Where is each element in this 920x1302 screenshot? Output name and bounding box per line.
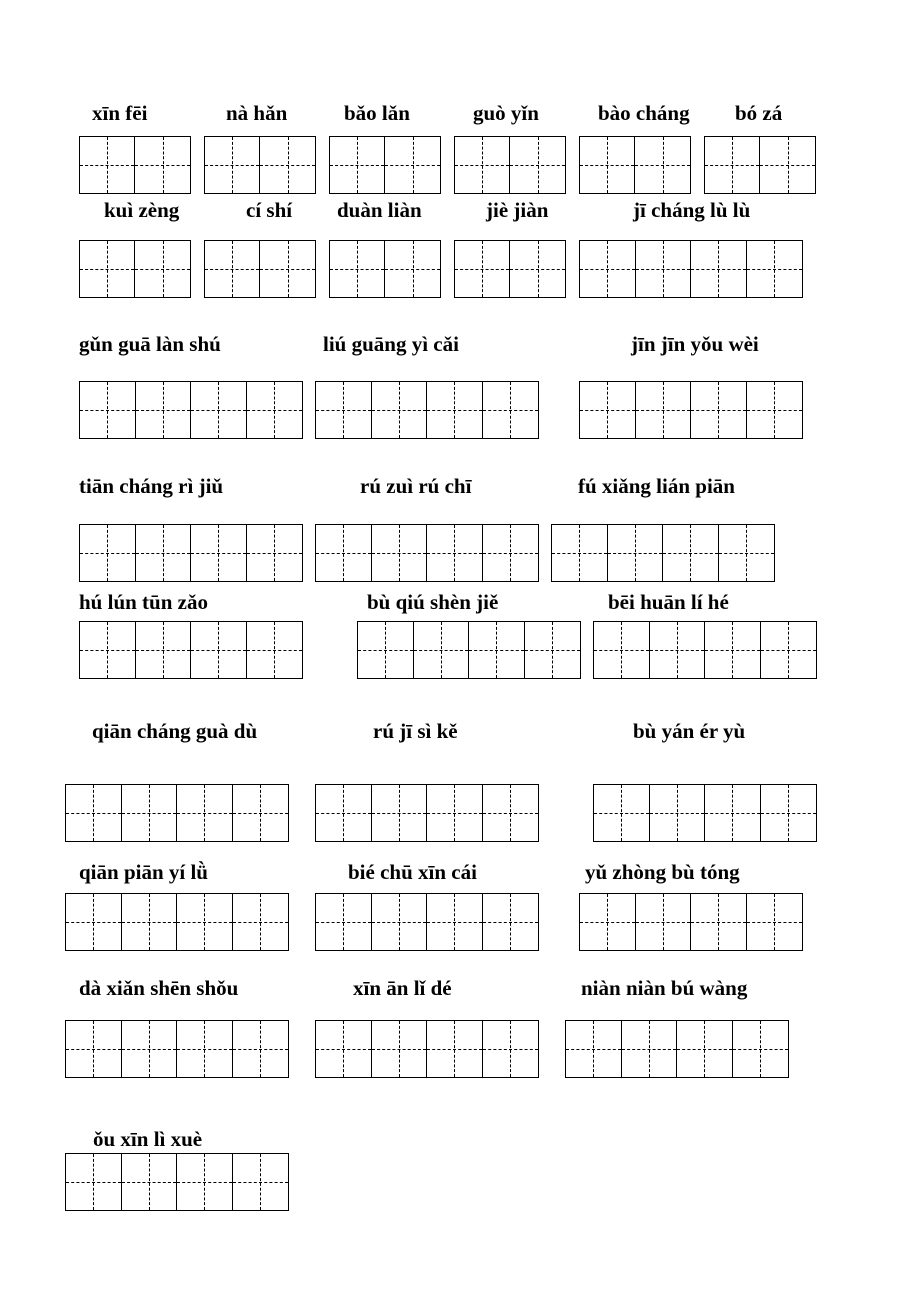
pinyin-label: rú jī sì kě [373, 719, 458, 743]
writing-cell[interactable] [427, 525, 483, 581]
pinyin-label: bù yán ér yù [633, 719, 746, 743]
writing-cell[interactable] [80, 525, 136, 581]
answer-grid [79, 524, 303, 582]
answer-grid [454, 240, 566, 298]
answer-grid [565, 1020, 789, 1078]
writing-cell[interactable] [122, 1021, 178, 1077]
writing-cell[interactable] [177, 1021, 233, 1077]
writing-cell[interactable] [177, 1154, 233, 1210]
writing-cell[interactable] [205, 137, 260, 193]
writing-cell[interactable] [316, 525, 372, 581]
writing-cell[interactable] [136, 382, 192, 438]
writing-cell[interactable] [191, 622, 247, 678]
writing-cell[interactable] [663, 525, 719, 581]
answer-grid [357, 621, 581, 679]
writing-cell[interactable] [705, 622, 761, 678]
writing-cell[interactable] [455, 137, 510, 193]
writing-cell[interactable] [650, 622, 706, 678]
writing-cell[interactable] [233, 894, 289, 950]
answer-grid [454, 136, 566, 194]
writing-cell[interactable] [191, 525, 247, 581]
pinyin-label: jiè jiàn [486, 198, 549, 222]
writing-cell[interactable] [260, 137, 315, 193]
pinyin-label: guò yǐn [473, 101, 539, 125]
writing-cell[interactable] [455, 241, 510, 297]
writing-cell[interactable] [483, 894, 539, 950]
writing-cell[interactable] [635, 137, 690, 193]
writing-cell[interactable] [483, 785, 539, 841]
pinyin-label: qiān piān yí lǜ [79, 860, 208, 884]
writing-cell[interactable] [260, 241, 315, 297]
writing-cell[interactable] [691, 894, 747, 950]
answer-grid [579, 240, 803, 298]
writing-cell[interactable] [136, 525, 192, 581]
answer-grid [204, 136, 316, 194]
writing-cell[interactable] [580, 382, 636, 438]
writing-cell[interactable] [636, 382, 692, 438]
writing-cell[interactable] [691, 382, 747, 438]
pinyin-label: gǔn guā làn shú [79, 332, 221, 356]
writing-cell[interactable] [122, 785, 178, 841]
writing-cell[interactable] [594, 785, 650, 841]
writing-cell[interactable] [247, 622, 303, 678]
answer-grid [579, 381, 803, 439]
writing-cell[interactable] [733, 1021, 789, 1077]
writing-cell[interactable] [66, 894, 122, 950]
answer-grid [315, 784, 539, 842]
writing-cell[interactable] [233, 1021, 289, 1077]
writing-cell[interactable] [135, 137, 190, 193]
pinyin-label: jīn jīn yǒu wèi [631, 332, 759, 356]
pinyin-label: bǎo lǎn [344, 101, 410, 125]
answer-grid [579, 136, 691, 194]
pinyin-label: bié chū xīn cái [348, 860, 477, 884]
writing-cell[interactable] [483, 382, 539, 438]
pinyin-label: kuì zèng [104, 198, 180, 222]
answer-grid [79, 621, 303, 679]
writing-cell[interactable] [330, 137, 385, 193]
writing-cell[interactable] [483, 1021, 539, 1077]
writing-cell[interactable] [677, 1021, 733, 1077]
answer-grid [79, 136, 191, 194]
writing-cell[interactable] [372, 525, 428, 581]
answer-grid [204, 240, 316, 298]
writing-cell[interactable] [330, 241, 385, 297]
writing-cell[interactable] [705, 137, 760, 193]
writing-cell[interactable] [316, 1021, 372, 1077]
pinyin-label: duàn liàn [337, 198, 422, 222]
writing-cell[interactable] [510, 241, 565, 297]
answer-grid [315, 1020, 539, 1078]
pinyin-label: tiān cháng rì jiǔ [79, 474, 224, 498]
writing-cell[interactable] [691, 241, 747, 297]
writing-cell[interactable] [205, 241, 260, 297]
pinyin-label: niàn niàn bú wàng [581, 976, 748, 1000]
writing-cell[interactable] [510, 137, 565, 193]
pinyin-label: qiān cháng guà dù [92, 719, 258, 743]
answer-grid [315, 524, 539, 582]
pinyin-label: dà xiǎn shēn shǒu [79, 976, 239, 1000]
writing-cell[interactable] [122, 894, 178, 950]
writing-cell[interactable] [608, 525, 664, 581]
writing-cell[interactable] [566, 1021, 622, 1077]
writing-cell[interactable] [66, 1021, 122, 1077]
writing-cell[interactable] [622, 1021, 678, 1077]
writing-cell[interactable] [427, 894, 483, 950]
writing-cell[interactable] [247, 382, 303, 438]
answer-grid [551, 524, 775, 582]
writing-cell[interactable] [385, 137, 440, 193]
answer-grid [65, 893, 289, 951]
answer-grid [593, 621, 817, 679]
answer-grid [329, 136, 441, 194]
writing-cell[interactable] [469, 622, 525, 678]
answer-grid [65, 784, 289, 842]
pinyin-label: xīn ān lǐ dé [353, 976, 452, 1000]
writing-cell[interactable] [636, 241, 692, 297]
writing-cell[interactable] [135, 241, 190, 297]
writing-cell[interactable] [427, 382, 483, 438]
writing-cell[interactable] [316, 785, 372, 841]
writing-cell[interactable] [580, 137, 635, 193]
writing-cell[interactable] [136, 622, 192, 678]
writing-cell[interactable] [80, 137, 135, 193]
pinyin-label: nà hǎn [226, 101, 288, 125]
pinyin-label: bēi huān lí hé [608, 590, 729, 614]
pinyin-label: jī cháng lù lù [633, 198, 751, 222]
answer-grid [315, 381, 539, 439]
writing-cell[interactable] [719, 525, 775, 581]
pinyin-label: liú guāng yì cǎi [323, 332, 459, 356]
writing-cell[interactable] [427, 785, 483, 841]
writing-cell[interactable] [636, 894, 692, 950]
writing-cell[interactable] [650, 785, 706, 841]
pinyin-label: bó zá [735, 101, 783, 125]
answer-grid [593, 784, 817, 842]
writing-cell[interactable] [760, 137, 815, 193]
writing-cell[interactable] [66, 1154, 122, 1210]
writing-cell[interactable] [372, 382, 428, 438]
pinyin-label: yǔ zhòng bù tóng [585, 860, 740, 884]
writing-cell[interactable] [747, 894, 803, 950]
writing-cell[interactable] [483, 525, 539, 581]
writing-cell[interactable] [525, 622, 581, 678]
writing-cell[interactable] [747, 382, 803, 438]
answer-grid [79, 381, 303, 439]
writing-cell[interactable] [705, 785, 761, 841]
writing-cell[interactable] [177, 785, 233, 841]
pinyin-label: bào cháng [598, 101, 690, 125]
answer-grid [329, 240, 441, 298]
pinyin-label: fú xiǎng lián piān [578, 474, 735, 498]
writing-cell[interactable] [372, 1021, 428, 1077]
writing-cell[interactable] [372, 894, 428, 950]
writing-cell[interactable] [233, 785, 289, 841]
answer-grid [315, 893, 539, 951]
writing-cell[interactable] [552, 525, 608, 581]
answer-grid [79, 240, 191, 298]
writing-cell[interactable] [80, 241, 135, 297]
pinyin-label: cí shí [246, 198, 293, 222]
pinyin-label: hú lún tūn zǎo [79, 590, 208, 614]
writing-cell[interactable] [316, 894, 372, 950]
answer-grid [65, 1153, 289, 1211]
pinyin-label: bù qiú shèn jiě [367, 590, 499, 614]
answer-grid [65, 1020, 289, 1078]
writing-cell[interactable] [80, 622, 136, 678]
pinyin-label: xīn fēi [92, 101, 148, 125]
writing-cell[interactable] [427, 1021, 483, 1077]
writing-cell[interactable] [761, 622, 817, 678]
writing-cell[interactable] [580, 241, 636, 297]
answer-grid [704, 136, 816, 194]
writing-cell[interactable] [580, 894, 636, 950]
writing-cell[interactable] [177, 894, 233, 950]
writing-cell[interactable] [233, 1154, 289, 1210]
writing-cell[interactable] [747, 241, 803, 297]
writing-cell[interactable] [80, 382, 136, 438]
writing-cell[interactable] [372, 785, 428, 841]
writing-cell[interactable] [247, 525, 303, 581]
writing-cell[interactable] [385, 241, 440, 297]
writing-cell[interactable] [414, 622, 470, 678]
answer-grid [579, 893, 803, 951]
pinyin-label: rú zuì rú chī [360, 474, 472, 498]
pinyin-label: ǒu xīn lì xuè [93, 1127, 203, 1151]
writing-cell[interactable] [122, 1154, 178, 1210]
writing-cell[interactable] [358, 622, 414, 678]
writing-cell[interactable] [761, 785, 817, 841]
writing-cell[interactable] [594, 622, 650, 678]
writing-cell[interactable] [66, 785, 122, 841]
writing-cell[interactable] [191, 382, 247, 438]
writing-cell[interactable] [316, 382, 372, 438]
